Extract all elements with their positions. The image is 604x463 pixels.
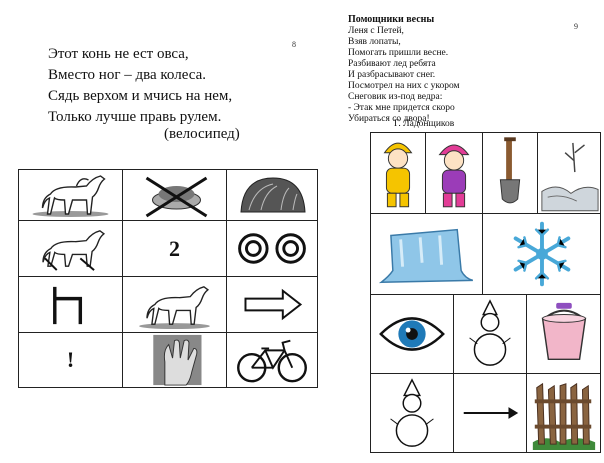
rebus-number-cell bbox=[122, 220, 227, 277]
child-yellow-icon bbox=[371, 133, 425, 213]
poem-line: Леня с Петей, bbox=[348, 26, 404, 36]
rebus-haystack-cell bbox=[226, 169, 318, 221]
riddle-answer: (велосипед) bbox=[164, 126, 240, 142]
rebus-letter-cell bbox=[18, 276, 123, 333]
rebus-horse-cell bbox=[18, 169, 123, 221]
snowman-icon bbox=[371, 374, 453, 452]
poem-line: - Этак мне придется скоро bbox=[348, 103, 455, 113]
rebus-horse2-cell bbox=[122, 276, 227, 333]
fence-icon bbox=[527, 374, 600, 452]
rebus-arrow-cell bbox=[226, 276, 318, 333]
two-circles-icon bbox=[227, 221, 317, 276]
poem-line: Вместо ног – два колеса. bbox=[48, 67, 206, 83]
poem-line: Помогать пришли весне. bbox=[348, 48, 449, 58]
poem-line: Взяв лопаты, bbox=[348, 37, 401, 47]
ice-block-icon bbox=[371, 214, 482, 294]
snowflake-icon bbox=[483, 214, 600, 294]
right-page bbox=[330, 0, 604, 463]
horse-icon bbox=[19, 170, 122, 220]
rebus-landscape-cell bbox=[537, 132, 601, 214]
hand-icon bbox=[123, 333, 226, 387]
poem-line: Только лучше правь рулем. bbox=[48, 109, 222, 125]
rebus-arrow2-cell bbox=[453, 373, 527, 453]
snowman-icon bbox=[454, 295, 526, 373]
bicycle-icon bbox=[227, 333, 317, 387]
rebus-hand-cell bbox=[122, 332, 227, 388]
poem-title: Помощники весны bbox=[348, 14, 435, 25]
poem-line: Снеговик из-под ведра: bbox=[348, 92, 443, 102]
haystack-icon bbox=[227, 170, 317, 220]
poem-line: Разбивают лед ребята bbox=[348, 59, 436, 69]
rebus-eye-cell bbox=[370, 294, 454, 374]
shovel-icon bbox=[483, 133, 537, 213]
horse-icon bbox=[123, 277, 226, 332]
rebus-horse-legs-cell bbox=[18, 220, 123, 277]
poem-line: И разбрасывают снег. bbox=[348, 70, 436, 80]
rebus-wheels-cell bbox=[226, 220, 318, 277]
poem-line: Убираться со двора! bbox=[348, 114, 430, 124]
rebus-snowman2-cell bbox=[370, 373, 454, 453]
poem-line: Посмотрел на них с укором bbox=[348, 81, 460, 91]
page-number-left: 8 bbox=[292, 40, 296, 49]
rebus-snowflake-cell bbox=[482, 213, 601, 295]
arrow-right-icon bbox=[454, 374, 526, 452]
eye-icon bbox=[371, 295, 453, 373]
rebus-fence-cell bbox=[526, 373, 601, 453]
rebus-exclaim-cell bbox=[18, 332, 123, 388]
rebus-shovel-cell bbox=[482, 132, 538, 214]
rebus-girl-cell bbox=[425, 132, 483, 214]
rebus-crossed-cell bbox=[122, 169, 227, 221]
letter-shape-icon bbox=[19, 277, 122, 332]
rebus-exclamation: ! bbox=[66, 347, 75, 372]
poem-line: Сядь верхом и мчись на нем, bbox=[48, 88, 233, 104]
rebus-snowman-cell bbox=[453, 294, 527, 374]
rebus-number: 2 bbox=[169, 235, 180, 261]
rebus-ice-cell bbox=[370, 213, 483, 295]
bucket-icon bbox=[527, 295, 600, 373]
rebus-bucket-cell bbox=[526, 294, 601, 374]
poem-author: Г. Ладонщиков bbox=[394, 119, 455, 129]
horse-crossed-legs-icon bbox=[19, 221, 122, 276]
rebus-boy-cell bbox=[370, 132, 426, 214]
arrow-right-icon bbox=[227, 277, 317, 332]
poem-line: Этот конь не ест овса, bbox=[48, 46, 189, 62]
crossed-out-icon bbox=[123, 170, 226, 220]
page-number-right: 9 bbox=[574, 22, 578, 31]
thaw-landscape-icon bbox=[538, 133, 600, 213]
child-pink-icon bbox=[426, 133, 482, 213]
rebus-bicycle-cell bbox=[226, 332, 318, 388]
